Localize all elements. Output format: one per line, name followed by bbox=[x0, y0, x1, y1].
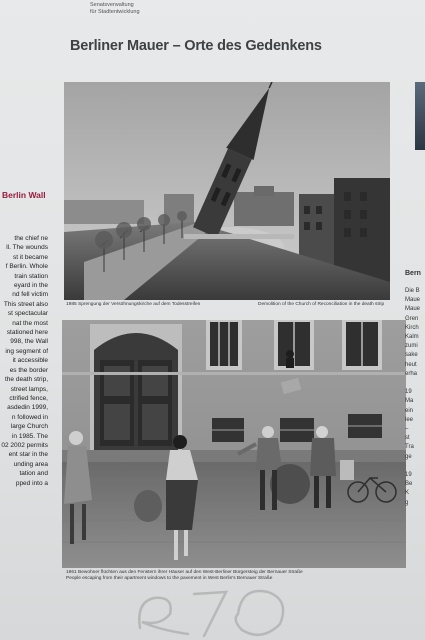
left-panel-line: eyard in the bbox=[14, 282, 48, 290]
left-panel-line: train station bbox=[14, 272, 48, 280]
left-panel-line: ll. The wounds bbox=[6, 244, 48, 252]
title-left: Berliner Mauer bbox=[70, 38, 169, 54]
left-panel-line: unding area bbox=[13, 460, 48, 468]
left-panel-line: f Berlin. Whole bbox=[5, 263, 48, 271]
left-panel-line-row bbox=[0, 309, 48, 318]
right-panel-line: heut bbox=[405, 361, 417, 368]
right-panel-line: Tra bbox=[405, 444, 414, 451]
title-right: Orte des Gedenkens bbox=[184, 38, 322, 54]
left-panel-line: ent star in the bbox=[8, 451, 48, 459]
left-panel-line: the chief ne bbox=[14, 235, 48, 242]
left-panel-line-row bbox=[0, 413, 48, 422]
right-panel-line: zumi bbox=[405, 343, 418, 350]
department-line: für Stadtentwicklung bbox=[90, 8, 140, 15]
graffiti-scribble bbox=[130, 578, 300, 640]
left-panel-line: st it became bbox=[12, 253, 48, 261]
left-panel-line: tation and bbox=[19, 470, 48, 478]
left-panel-line-row bbox=[0, 394, 48, 403]
edge-photo-fragment bbox=[415, 82, 425, 150]
title-dash: – bbox=[168, 38, 185, 54]
left-panel-line-row bbox=[0, 366, 48, 375]
left-panel-line-row bbox=[0, 479, 48, 488]
left-panel-line-row bbox=[0, 290, 48, 299]
right-panel-line: Kalm bbox=[405, 334, 419, 341]
left-panel-line-row bbox=[0, 432, 48, 441]
left-panel-line-row bbox=[0, 441, 48, 450]
left-panel-line: This street also bbox=[3, 300, 48, 308]
right-panel-line: K bbox=[405, 490, 410, 497]
right-panel-line bbox=[405, 462, 425, 471]
left-panel-line-row bbox=[0, 385, 48, 394]
left-panel-line-row bbox=[0, 243, 48, 252]
left-panel-line: street lamps, bbox=[10, 385, 48, 393]
left-panel-line-row bbox=[0, 450, 48, 459]
right-panel-line: Die B bbox=[405, 288, 420, 294]
left-panel-line: the death strip, bbox=[5, 376, 48, 384]
left-panel-line: asdedin 1999, bbox=[7, 404, 48, 412]
right-panel-line bbox=[405, 379, 425, 388]
left-panel-line: n followed in bbox=[11, 413, 48, 421]
left-panel-line: es the border bbox=[9, 366, 48, 374]
right-panel-heading: Bern bbox=[405, 270, 421, 277]
left-panel-heading: Berlin Wall bbox=[2, 190, 46, 200]
left-panel-line: in 1985. The bbox=[11, 432, 48, 440]
right-panel-line: Maue bbox=[405, 306, 421, 313]
left-panel-line-row bbox=[0, 300, 48, 309]
right-panel-line: 19 bbox=[405, 389, 412, 396]
left-panel-text bbox=[0, 234, 48, 534]
right-panel-text bbox=[405, 270, 425, 600]
caption-line-german: 1961 Bewohner flüchten aus den Fenstern ihrer Häuser auf den West-Berliner Bürgersteig der Bernauer Straße bbox=[66, 570, 303, 575]
right-panel-line: Kirch bbox=[405, 324, 419, 331]
right-panel-line: 19 bbox=[405, 472, 412, 479]
left-panel-line-row bbox=[0, 328, 48, 337]
left-panel-line-row bbox=[0, 253, 48, 262]
left-panel-line-row bbox=[0, 460, 48, 469]
right-panel-line: Gren bbox=[405, 315, 419, 322]
left-panel-line-row bbox=[0, 234, 48, 243]
left-panel-line: ing segment of bbox=[5, 347, 48, 355]
photo-caption: 1985 Sprengung der Versöhnungskirche auf dem Todesstreifen bbox=[66, 302, 201, 307]
right-panel-line: ein bbox=[405, 407, 414, 414]
left-panel-line-row bbox=[0, 422, 48, 431]
left-panel-line-row bbox=[0, 347, 48, 356]
right-panel-line: g bbox=[405, 499, 409, 506]
photo-bernauer-escape bbox=[62, 320, 406, 568]
caption-line-english: People escaping from their apartment windows to the pavement in West Berlin's Bernauer Straße bbox=[66, 576, 273, 581]
left-panel-line-row bbox=[0, 469, 48, 478]
department-line: Senatsverwaltung bbox=[90, 2, 134, 8]
left-panel-line: it accessible bbox=[12, 357, 48, 365]
left-panel-line: pped into a bbox=[15, 479, 48, 487]
left-panel-line-row bbox=[0, 403, 48, 412]
right-panel-line: sake bbox=[405, 352, 418, 359]
page-title bbox=[70, 38, 322, 54]
right-panel-line: st bbox=[405, 435, 410, 442]
photo-caption-english: Demolition of the Church of Reconciliation in the death strip bbox=[258, 302, 385, 307]
left-panel-line-row bbox=[0, 356, 48, 365]
left-panel-line-row bbox=[0, 262, 48, 271]
right-panel-line: ge bbox=[405, 453, 412, 460]
left-panel-line: nat the most bbox=[12, 319, 48, 327]
left-panel-line-row bbox=[0, 375, 48, 384]
right-panel-line: Ma bbox=[405, 398, 414, 405]
left-panel-line: large Church bbox=[10, 423, 48, 431]
left-panel-line-row bbox=[0, 281, 48, 290]
right-panel-line: Maue bbox=[405, 297, 421, 304]
photo-church-demolition bbox=[64, 82, 390, 300]
department-header bbox=[90, 2, 140, 15]
left-panel-line: 02 2002 permits bbox=[1, 441, 48, 449]
left-panel-line: nd fell victim bbox=[12, 291, 48, 299]
left-panel-line-row bbox=[0, 319, 48, 328]
left-panel-line-row bbox=[0, 337, 48, 346]
right-panel-line: – bbox=[405, 426, 409, 433]
left-panel-line: ctrified fence, bbox=[9, 394, 48, 402]
left-panel-line: stationed here bbox=[6, 329, 48, 337]
right-panel-line: Be bbox=[405, 481, 413, 488]
left-panel-line-row bbox=[0, 272, 48, 281]
right-panel-line: erha bbox=[405, 370, 418, 377]
right-panel-lines bbox=[405, 287, 425, 508]
left-panel-line: st spectacular bbox=[7, 310, 48, 318]
left-panel-line: 998, the Wall bbox=[10, 338, 48, 346]
right-panel-line: lee bbox=[405, 416, 414, 423]
